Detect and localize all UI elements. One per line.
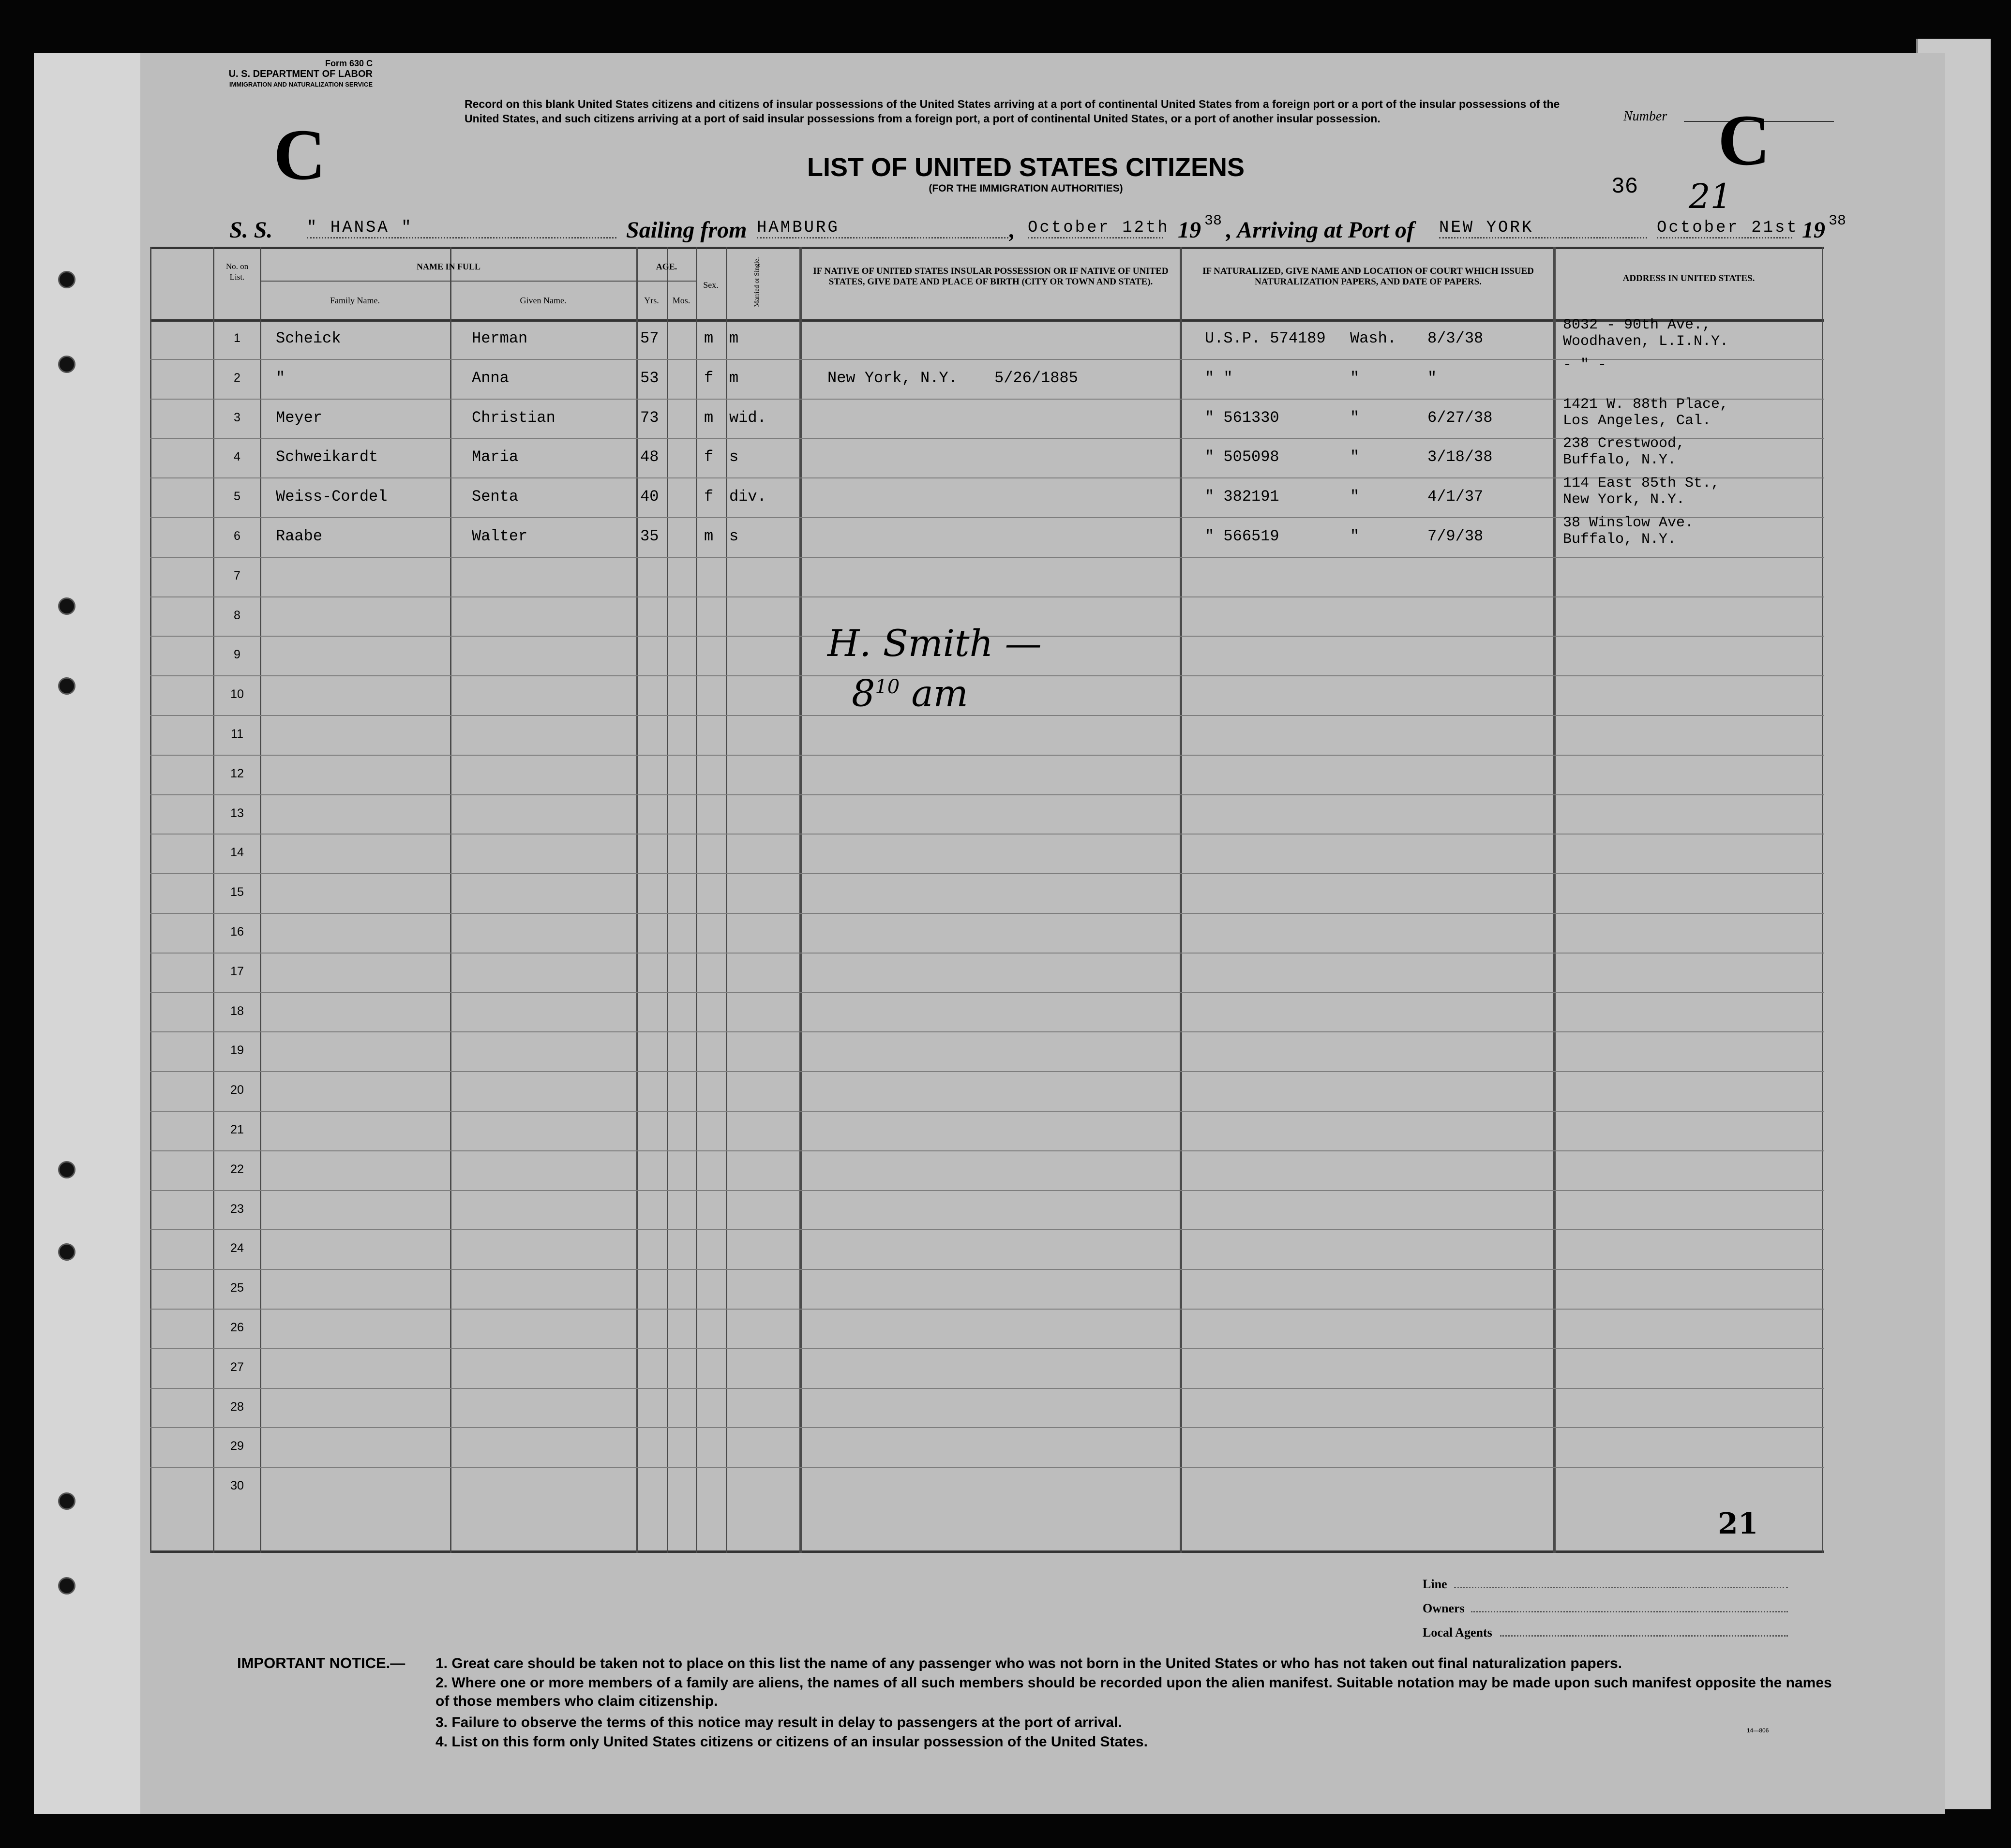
page-subtitle: (FOR THE IMMIGRATION AUTHORITIES): [929, 183, 1123, 194]
court-location-cell: ": [1350, 488, 1360, 506]
binding-hole: [58, 1577, 75, 1595]
header-mos: Mos.: [672, 296, 690, 305]
header-address: ADDRESS IN UNITED STATES.: [1622, 273, 1755, 283]
voyage-line: [229, 213, 1846, 247]
marital-status-cell: m: [729, 329, 739, 347]
arrival-year-prefix: 19: [1802, 217, 1825, 243]
number-label: Number: [1623, 109, 1667, 124]
line-label: Line: [1423, 1577, 1447, 1591]
col-divider: [1822, 247, 1823, 1553]
row-rule: [150, 675, 1824, 676]
marital-status-cell: wid.: [729, 409, 766, 427]
row-number: 19: [230, 1043, 244, 1057]
row-rule: [150, 1309, 1824, 1310]
naturalization-cert-cell: " 505098: [1205, 448, 1279, 466]
naturalization-cert-cell: " 566519: [1205, 527, 1279, 545]
department-name: U. S. DEPARTMENT OF LABOR: [228, 69, 373, 79]
header-sex: Sex.: [703, 280, 719, 290]
address-line-1-cell: 114 East 85th St.,: [1563, 475, 1720, 492]
sailing-year-suffix: 38: [1204, 213, 1222, 229]
row-number: 5: [234, 490, 240, 503]
paper-date-cell: 4/1/37: [1427, 488, 1484, 506]
family-name-cell: Weiss-Cordel: [276, 488, 388, 506]
ss-label: S. S.: [229, 217, 273, 243]
age-years-cell: 53: [640, 369, 659, 387]
sailing-label: Sailing from: [626, 217, 747, 243]
binding-hole: [58, 356, 75, 373]
row-number: 11: [231, 727, 243, 741]
col-divider: [667, 247, 668, 1553]
row-number: 30: [230, 1479, 244, 1492]
handwritten-time-note: $8^{10}$ am: [852, 671, 968, 715]
paper-date-cell: 3/18/38: [1427, 448, 1493, 466]
col-divider: [696, 247, 697, 1553]
marital-status-cell: div.: [729, 488, 766, 506]
row-rule: [150, 1229, 1824, 1230]
row-number: 28: [230, 1400, 244, 1414]
local-agents-field: [1500, 1635, 1788, 1637]
given-name-cell: Christian: [472, 409, 555, 427]
court-location-cell: ": [1350, 409, 1360, 427]
row-number: 20: [230, 1083, 244, 1097]
form-identifier: [121, 58, 373, 90]
age-years-cell: 35: [640, 527, 659, 545]
header-naturalized: IF NATURALIZED, GIVE NAME AND LOCATION OF COURT WHICH ISSUED NATURALIZATION PAPERS, AND DATE OF PAPERS.: [1202, 266, 1534, 287]
header-name-in-full: NAME IN FULL: [416, 262, 480, 271]
col-divider: [260, 247, 261, 1553]
manifest-page: [34, 53, 1945, 1814]
row-rule: [150, 1467, 1824, 1468]
sailing-date: October 12th: [1028, 219, 1163, 238]
address-line-1-cell: 238 Crestwood,: [1563, 435, 1685, 452]
form-instructions: Record on this blank United States citizens and citizens of insular possessions of the United States arriving at a port of continental United States from a foreign port or a port of the insular possessions of the United States, and such citizens arriving at a port of said insular possessions from a foreign port, a port of continental United States, or a port of another insular possession.: [465, 98, 1560, 125]
col-divider: [1553, 247, 1556, 1553]
address-line-2-cell: Woodhaven, L.I.N.Y.: [1563, 333, 1729, 350]
row-rule: [150, 1150, 1824, 1151]
col-divider: [213, 247, 214, 1553]
given-name-cell: Senta: [472, 488, 519, 506]
col-divider: [1180, 247, 1182, 1553]
row-number: 18: [230, 1004, 244, 1018]
port-from: HAMBURG: [757, 219, 1008, 238]
notice-item-4: 4. List on this form only United States citizens or citizens of an insular possession of the United States.: [435, 1734, 1148, 1750]
binding-margin: [34, 53, 140, 1814]
sex-cell: m: [704, 329, 714, 347]
row-rule: [150, 755, 1824, 756]
row-number: 7: [234, 569, 240, 582]
given-name-cell: Walter: [472, 527, 528, 545]
arriving-label: , Arriving at Port of: [1226, 217, 1414, 243]
handwritten-inspector-note: H. Smith —: [827, 622, 1042, 665]
row-rule: [150, 873, 1824, 874]
owners-field: [1471, 1611, 1788, 1612]
row-rule: [150, 992, 1824, 993]
name-header-underline: [260, 281, 637, 282]
age-years-cell: 48: [640, 448, 659, 466]
page-count-handwritten: 21: [1718, 1507, 1758, 1541]
service-name: IMMIGRATION AND NATURALIZATION SERVICE: [229, 81, 373, 88]
col-divider: [799, 247, 802, 1553]
address-line-1-cell: 8032 - 90th Ave.,: [1563, 317, 1711, 333]
row-number: 23: [230, 1202, 244, 1216]
family-name-cell: Meyer: [276, 409, 323, 427]
family-name-cell: ": [276, 369, 285, 387]
birth-date-cell: 5/26/1885: [994, 369, 1078, 387]
row-rule: [150, 1427, 1824, 1428]
paper-date-cell: 6/27/38: [1427, 409, 1493, 427]
header-age: AGE.: [656, 262, 677, 271]
row-number: 6: [234, 529, 240, 543]
header-family-name: Family Name.: [330, 296, 380, 305]
form-number: Form 630 C: [325, 59, 373, 68]
row-rule: [150, 1111, 1824, 1112]
naturalization-cert-cell: " 382191: [1205, 488, 1279, 506]
row-number: 29: [230, 1439, 244, 1453]
address-line-2-cell: Los Angeles, Cal.: [1563, 413, 1711, 429]
list-number-handwritten: 21: [1689, 177, 1732, 216]
sex-cell: f: [704, 488, 714, 506]
row-rule: [150, 1269, 1824, 1270]
comma-separator: ,: [1009, 217, 1015, 243]
address-line-1-cell: 1421 W. 88th Place,: [1563, 396, 1729, 413]
sex-cell: f: [704, 369, 714, 387]
paper-date-cell: 8/3/38: [1427, 329, 1484, 347]
row-number: 4: [234, 450, 240, 463]
row-number: 21: [230, 1123, 244, 1136]
class-mark-right: C: [1718, 100, 1771, 180]
ship-name: " HANSA ": [307, 219, 616, 238]
print-code: 14—806: [1747, 1727, 1769, 1734]
address-line-2-cell: Buffalo, N.Y.: [1563, 531, 1677, 548]
age-years-cell: 40: [640, 488, 659, 506]
given-name-cell: Anna: [472, 369, 509, 387]
header-no-on-list: No. on List.: [225, 262, 249, 282]
header-married-or-single: Married or Single.: [753, 257, 761, 307]
passenger-table: [150, 247, 1824, 1553]
row-number: 27: [230, 1360, 244, 1374]
marital-status-cell: s: [729, 448, 739, 466]
row-number: 15: [230, 885, 244, 899]
row-number: 10: [230, 687, 244, 701]
row-number: 25: [230, 1281, 244, 1295]
row-number: 26: [230, 1321, 244, 1334]
header-given-name: Given Name.: [520, 296, 567, 305]
page-title: LIST OF UNITED STATES CITIZENS: [807, 153, 1245, 182]
family-name-cell: Raabe: [276, 527, 323, 545]
row-rule: [150, 794, 1824, 795]
row-rule: [150, 596, 1824, 597]
row-number: 16: [230, 925, 244, 939]
sex-cell: m: [704, 527, 714, 545]
owners-label: Owners: [1423, 1601, 1465, 1615]
notice-item-3: 3. Failure to observe the terms of this notice may result in delay to passengers at the port of arrival.: [435, 1714, 1122, 1730]
notice-heading: IMPORTANT NOTICE.—: [237, 1654, 405, 1671]
col-divider: [450, 247, 451, 1553]
row-rule: [150, 1071, 1824, 1072]
court-location-cell: ": [1350, 527, 1360, 545]
notice-item-2: 2. Where one or more members of a family are aliens, the names of all such members should be recorded upon the alien manifest. Suitable notation may be made upon such manifest opposite the names of those members who claim citizenship.: [435, 1675, 1832, 1709]
port-to: NEW YORK: [1439, 219, 1647, 238]
col-divider: [726, 247, 727, 1553]
row-number: 14: [230, 846, 244, 859]
list-number-typed: 36: [1611, 174, 1638, 199]
table-top-border: [150, 247, 1824, 249]
sailing-year-prefix: 19: [1178, 217, 1201, 243]
row-rule: [150, 1348, 1824, 1349]
row-number: 22: [230, 1162, 244, 1176]
arrival-year-suffix: 38: [1829, 213, 1846, 229]
naturalization-cert-cell: " 561330: [1205, 409, 1279, 427]
paper-date-cell: ": [1427, 369, 1437, 387]
row-rule: [150, 715, 1824, 716]
row-rule: [150, 1190, 1824, 1191]
paper-date-cell: 7/9/38: [1427, 527, 1484, 545]
address-line-2-cell: New York, N.Y.: [1563, 492, 1685, 508]
col-divider: [150, 247, 151, 1553]
binding-hole: [58, 271, 75, 288]
row-rule: [150, 834, 1824, 835]
given-name-cell: Herman: [472, 329, 528, 347]
row-number: 8: [234, 609, 240, 622]
court-location-cell: Wash.: [1350, 329, 1397, 347]
marital-status-cell: m: [729, 369, 739, 387]
row-number: 1: [234, 331, 240, 345]
header-yrs: Yrs.: [644, 296, 659, 305]
naturalization-cert-cell: U.S.P. 574189: [1205, 329, 1326, 347]
given-name-cell: Maria: [472, 448, 519, 466]
table-bottom-border: [150, 1550, 1824, 1553]
notice-item-1: 1. Great care should be taken not to place on this list the name of any passenger who was not born in the United States or who has not taken out final naturalization papers.: [435, 1655, 1622, 1671]
header-native-birth: IF NATIVE OF UNITED STATES INSULAR POSSESSION OR IF NATIVE OF UNITED STATES, GIVE DATE AND PLACE OF BIRTH (CITY OR TOWN AND STATE).: [813, 266, 1169, 287]
row-number: 12: [230, 767, 244, 780]
binding-hole: [58, 597, 75, 615]
line-field: [1454, 1587, 1788, 1588]
row-rule: [150, 953, 1824, 954]
row-number: 9: [234, 648, 240, 661]
row-number: 13: [230, 806, 244, 820]
row-rule: [150, 913, 1824, 914]
arrival-date: October 21st: [1657, 219, 1792, 238]
binding-hole: [58, 1243, 75, 1261]
local-agents-label: Local Agents: [1423, 1625, 1492, 1639]
age-header-underline: [636, 281, 697, 282]
class-mark-left: C: [273, 115, 326, 195]
address-line-1-cell: 38 Winslow Ave.: [1563, 515, 1694, 531]
sex-cell: f: [704, 448, 714, 466]
family-name-cell: Schweikardt: [276, 448, 378, 466]
sex-cell: m: [704, 409, 714, 427]
binding-hole: [58, 1492, 75, 1510]
row-number: 24: [230, 1241, 244, 1255]
age-years-cell: 73: [640, 409, 659, 427]
court-location-cell: ": [1350, 369, 1360, 387]
binding-hole: [58, 1161, 75, 1178]
row-number: 17: [230, 965, 244, 978]
address-line-2-cell: Buffalo, N.Y.: [1563, 452, 1677, 468]
col-divider: [636, 247, 638, 1553]
court-location-cell: ": [1350, 448, 1360, 466]
row-rule: [150, 1031, 1824, 1032]
row-number: 3: [234, 411, 240, 424]
marital-status-cell: s: [729, 527, 739, 545]
row-rule: [150, 557, 1824, 558]
age-years-cell: 57: [640, 329, 659, 347]
family-name-cell: Scheick: [276, 329, 341, 347]
address-line-1-cell: - " -: [1563, 357, 1607, 373]
naturalization-cert-cell: " ": [1205, 369, 1233, 387]
row-rule: [150, 1388, 1824, 1389]
birthplace-cell: New York, N.Y.: [827, 369, 958, 387]
binding-hole: [58, 677, 75, 695]
row-number: 2: [234, 371, 240, 385]
